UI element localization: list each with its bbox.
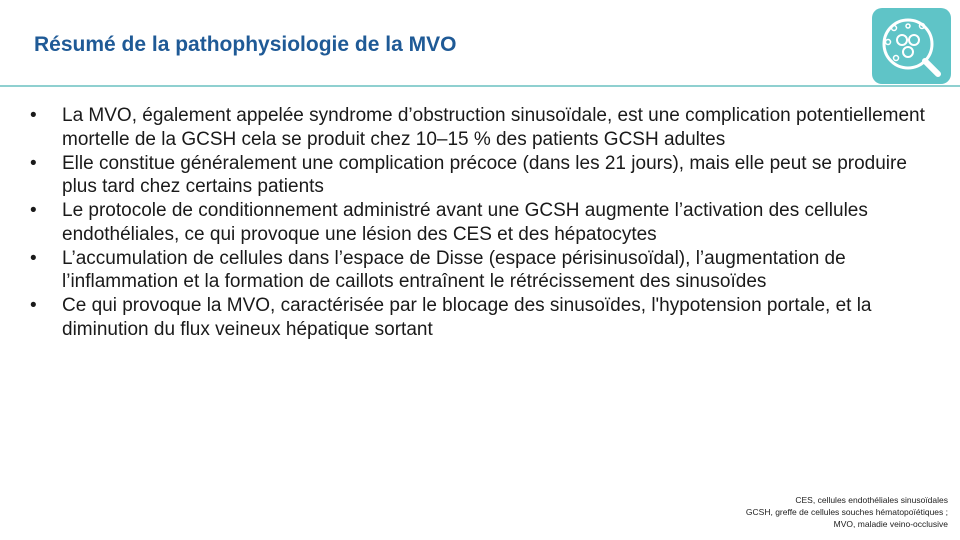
bullet-text: Ce qui provoque la MVO, caractérisée par le blocage des sinusoïdes, l'hypotension portale, et la diminution du flux veineux hépatique sortant: [62, 295, 872, 340]
cells-magnifier-icon: [872, 8, 951, 84]
footnote-line: GCSH, greffe de cellules souches hématopoïétiques ;: [745, 507, 948, 517]
bullet-text: L’accumulation de cellules dans l’espace de Disse (espace périsinusoïdal), l’augmentation de l’inflammation et la formation de caillots entraînent le rétrécissement des sinusoïdes: [62, 247, 846, 292]
header-divider: [0, 85, 960, 87]
abbreviations-footnote: [746, 494, 948, 530]
bullet-item: [30, 247, 935, 294]
bullet-marker: •: [30, 247, 37, 269]
bullet-marker: •: [30, 200, 37, 221]
bullet-item: [30, 199, 935, 246]
bullet-list: [30, 104, 935, 342]
bullet-text: La MVO, également appelée syndrome d’obstruction sinusoïdale, est une complication potentiellement mortelle de la GCSH cela se produit chez 10–15 % des patients GCSH adultes: [62, 105, 925, 150]
bullet-marker: •: [30, 105, 37, 126]
bullet-item: [30, 294, 935, 341]
bullet-item: [30, 152, 935, 199]
bullet-item: [30, 104, 935, 151]
footnote-line: MVO, maladie veino-occlusive: [833, 519, 948, 529]
bullet-text: Elle constitue généralement une complication précoce (dans les 21 jours), mais elle peut se produire plus tard chez certains patients: [62, 152, 907, 197]
bullet-marker: •: [30, 295, 37, 316]
bullet-marker: •: [30, 152, 37, 174]
bullet-text: Le protocole de conditionnement administré avant une GCSH augmente l’activation des cellules endothéliales, ce qui provoque une lésion des CES et des hépatocytes: [62, 200, 868, 245]
page-title: Résumé de la pathophysiologie de la MVO: [34, 33, 457, 56]
footnote-line: CES, cellules endothéliales sinusoïdales: [795, 495, 948, 505]
